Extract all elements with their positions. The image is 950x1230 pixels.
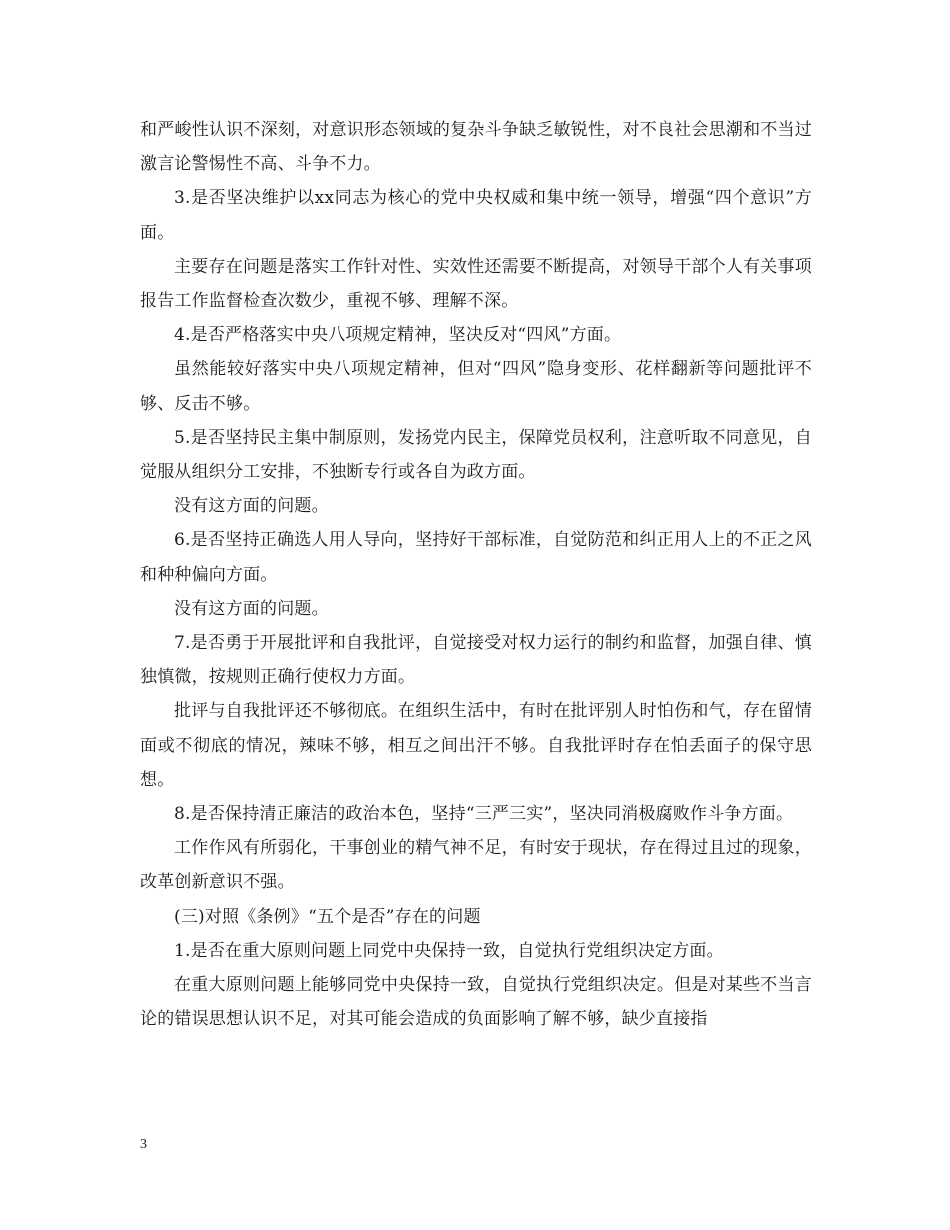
paragraph-item-8-heading: 8.是否保持清正廉洁的政治本色，坚持“三严三实”，坚决同消极腐败作斗争方面。 — [174, 804, 794, 825]
paragraph-item-3-answer: 主要存在问题是落实工作针对性、实效性还需要不断提高，对领导干部个人有关事项报告工作监督检查次数少，重视不够、理解不深。 — [140, 256, 812, 312]
paragraph-item-1-heading: 1.是否在重大原则问题上同党中央保持一致，自觉执行党组织决定方面。 — [174, 940, 724, 961]
paragraph-item-3-heading: 3.是否坚决维护以xx同志为核心的党中央权威和集中统一领导，增强“四个意识”方面。 — [140, 188, 812, 243]
paragraph-item-6-heading: 6.是否坚持正确选人用人导向，坚持好干部标准，自觉防范和纠正用人上的不正之风和种种偏向方面。 — [140, 530, 812, 585]
paragraph-item-8-answer: 工作作风有所弱化，干事创业的精气神不足，有时安于现状，存在得过且过的现象，改革创新意识不强。 — [140, 838, 812, 893]
paragraph-item-5-heading: 5.是否坚持民主集中制原则，发扬党内民主，保障党员权利，注意听取不同意见，自觉服从组织分工安排，不独断专行或各自为政方面。 — [140, 427, 812, 483]
document-body — [140, 113, 812, 1036]
paragraph-item-6-answer: 没有这方面的问题。 — [174, 598, 329, 619]
page-number: 3 — [140, 1137, 147, 1152]
section-heading: (三)对照《条例》“五个是否”存在的问题 — [174, 906, 481, 927]
paragraph-item-7-answer: 批评与自我批评还不够彻底。在组织生活中，有时在批评别人时怕伤和气，存在留情面或不彻底的情况，辣味不够，相互之间出汗不够。自我批评时存在怕丢面子的保守思想。 — [140, 701, 812, 790]
paragraph-continuation: 和严峻性认识不深刻，对意识形态领域的复杂斗争缺乏敏锐性，对不良社会思潮和不当过激言论警惕性不高、斗争不力。 — [140, 120, 812, 175]
paragraph-item-4-answer: 虽然能较好落实中央八项规定精神，但对“四风”隐身变形、花样翻新等问题批评不够、反击不够。 — [140, 359, 812, 414]
paragraph-item-4-heading: 4.是否严格落实中央八项规定精神，坚决反对“四风”方面。 — [174, 325, 622, 346]
paragraph-item-7-heading: 7.是否勇于开展批评和自我批评，自觉接受对权力运行的制约和监督，加强自律、慎独慎微，按规则正确行使权力方面。 — [140, 633, 812, 688]
paragraph-item-1-answer: 在重大原则问题上能够同党中央保持一致，自觉执行党组织决定。但是对某些不当言论的错误思想认识不足，对其可能会造成的负面影响了解不够，缺少直接指 — [140, 975, 812, 1030]
paragraph-item-5-answer: 没有这方面的问题。 — [174, 496, 329, 517]
